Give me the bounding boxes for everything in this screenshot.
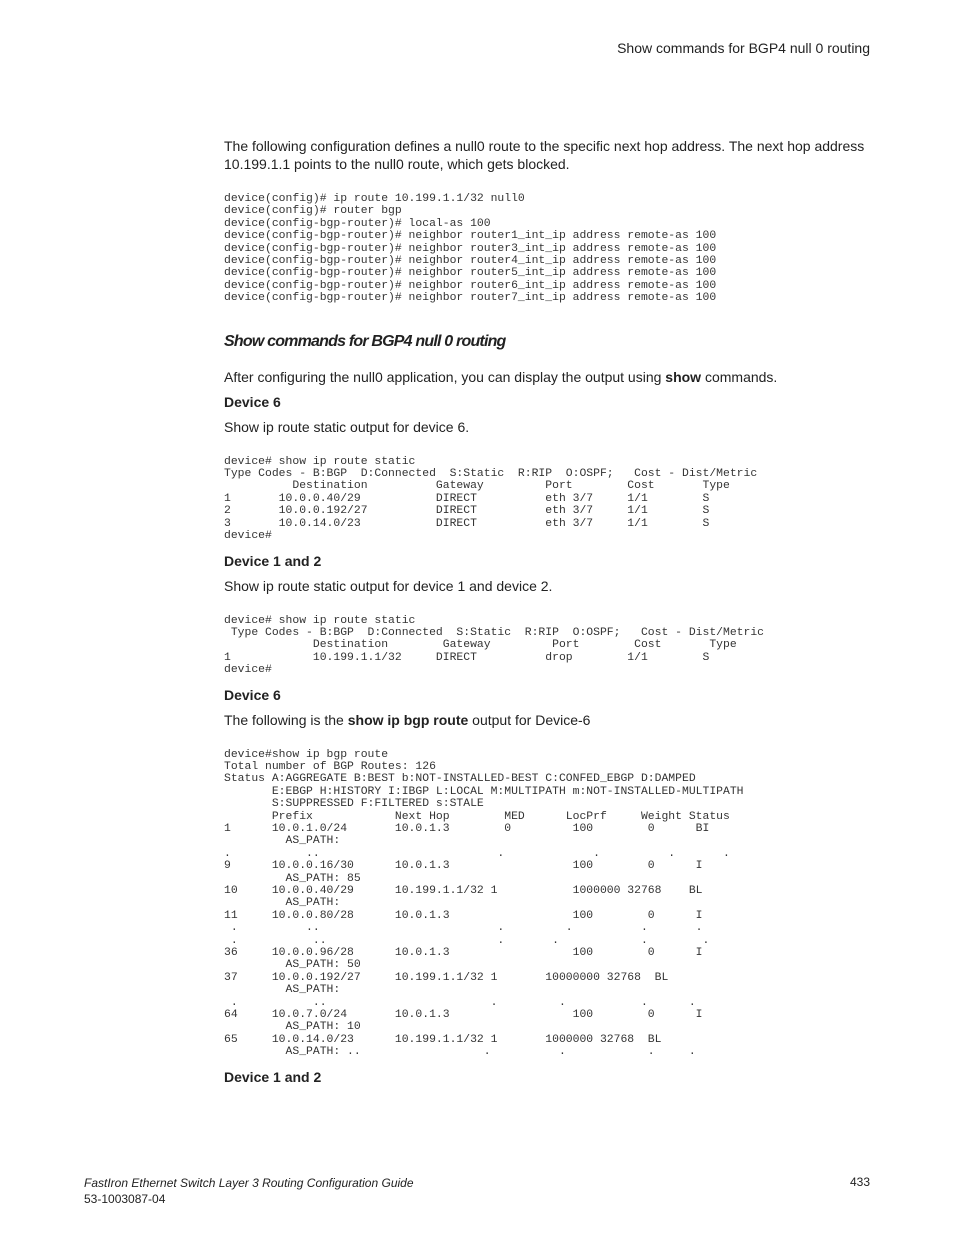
device6-static-route-output: device# show ip route static Type Codes - B:BGP D:Connected S:Static R:RIP O:OSPF; Cost - Dist/Metric Destination Gateway Port Cost Type 1 10.0.0.40/29 DIRECT eth 3/7 1/1 S 2 10.0.0.192/27 DIRECT eth 3/7 1/1 S 3 10.0.14.0/23 DIRECT eth 3/7 1/1 S device# xyxy=(224,455,758,543)
running-header: Show commands for BGP4 null 0 routing xyxy=(617,40,870,56)
device6-description: Show ip route static output for device 6. xyxy=(224,418,470,435)
device12-bgp-label: Device 1 and 2 xyxy=(224,1068,322,1085)
device12-static-route-output: device# show ip route static Type Codes - B:BGP D:Connected S:Static R:RIP O:OSPF; Cost - Dist/Metric Destination Gateway Port Cost Type 1 10.199.1.1/32 DIRECT drop 1/1 S device# xyxy=(224,614,765,677)
device6-bgp-desc-text: The following is the xyxy=(224,711,348,728)
footer-guide-title: FastIron Ethernet Switch Layer 3 Routing Configuration Guide xyxy=(84,1176,414,1190)
device6-bgp-route-output: device#show ip bgp route Total number of BGP Routes: 126 Status A:AGGREGATE B:BEST b:NOT-INSTALLED-BEST C:CONFED_EBGP D:DAMPED E:EBGP H:HISTORY I:IBGP L:LOCAL M:MULTIPATH m:NOT-INSTALLED-MULTIPATH S:SUPPRESSED F:FILTERED s:STALE Prefix Next Hop MED LocPrf Weight Status 1 10.0.1.0/24 10.0.1.3 0 100 0 BI AS_PATH: . .. . . . . 9 10.0.0.16/30 10.0.1.3 100 0 I AS_PATH: 85 10 10.0.0.40/29 10.199.1.1/32 1 1000000 32768 BL AS_PATH: 11 10.0.0.80/28 10.0.1.3 100 0 I . .. . . . . . .. . . . . 36 10.0.0.96/28 10.0.1.3 100 0 I AS_PATH: 50 37 10.0.0.192/27 10.199.1.1/32 1 10000000 32768 BL AS_PATH: . .. . . . . 64 10.0.7.0/24 10.0.1.3 100 0 I AS_PATH: 10 65 10.0.14.0/23 10.199.1.1/32 1 1000000 32768 BL AS_PATH: .. . . . . xyxy=(224,748,744,1059)
section-intro-tail: commands. xyxy=(701,368,778,385)
device6-label: Device 6 xyxy=(224,393,281,410)
footer-left xyxy=(84,1175,414,1207)
device6-bgp-command: show ip bgp route xyxy=(347,711,469,728)
device12-description: Show ip route static output for device 1 and device 2. xyxy=(224,577,553,594)
config-code-block: device(config)# ip route 10.199.1.1/32 null0 device(config)# router bgp device(config-bgp-router)# local-as 100 device(config-bgp-router)# neighbor router1_int_ip address remote-as 100 device(config-bgp-router)# neighbor router3_int_ip address remote-as 100 device(config-bgp-router)# neighbor router4_int_ip address remote-as 100 device(config-bgp-router)# neighbor router5_int_ip address remote-as 100 device(config-bgp-router)# neighbor router6_int_ip address remote-as 100 device(config-bgp-router)# neighbor router7_int_ip address remote-as 100 xyxy=(224,193,717,305)
device12-label: Device 1 and 2 xyxy=(224,552,322,569)
page-content xyxy=(224,137,872,1085)
intro-paragraph: The following configuration defines a null0 route to the specific next hop address. The next hop address 10.199.1.1 points to the null0 route, which gets blocked. xyxy=(224,138,865,172)
section-intro xyxy=(224,368,872,386)
section-heading: Show commands for BGP4 null 0 routing xyxy=(224,332,506,350)
section-intro-bold: show xyxy=(665,368,702,385)
section-intro-text: After configuring the null0 application, you can display the output using xyxy=(224,368,666,385)
footer-doc-number: 53-1003087-04 xyxy=(84,1192,166,1206)
device6-bgp-description xyxy=(224,711,872,729)
page-number: 433 xyxy=(849,1175,870,1189)
device6-bgp-label: Device 6 xyxy=(224,686,281,703)
device6-bgp-desc-tail: output for Device-6 xyxy=(468,711,591,728)
